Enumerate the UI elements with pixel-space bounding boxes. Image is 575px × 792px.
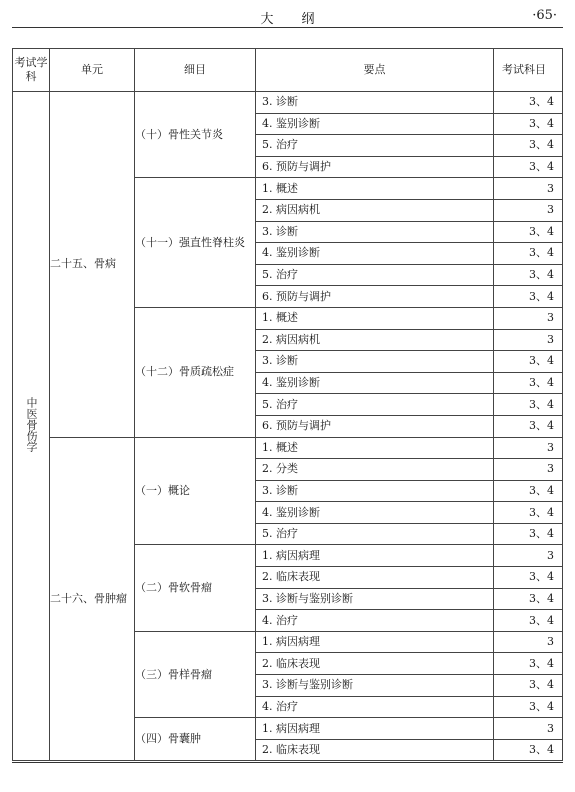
item-cell: （十）骨性关节炎 (135, 92, 256, 178)
item-cell: （三）骨样骨瘤 (135, 631, 256, 717)
scope-cell: 3、4 (494, 523, 563, 545)
point-cell: 1. 概述 (256, 307, 494, 329)
subject-cell (13, 92, 50, 761)
table-body (13, 92, 563, 761)
scope-cell: 3 (494, 631, 563, 653)
point-cell: 2. 临床表现 (256, 567, 494, 589)
item-cell: （十二）骨质疏松症 (135, 307, 256, 437)
scope-cell: 3、4 (494, 739, 563, 761)
point-cell: 2. 病因病机 (256, 329, 494, 351)
page-header (12, 0, 563, 28)
point-cell: 5. 治疗 (256, 394, 494, 416)
point-cell: 2. 病因病机 (256, 199, 494, 221)
scope-cell: 3、4 (494, 243, 563, 265)
scope-cell: 3 (494, 329, 563, 351)
scope-cell: 3、4 (494, 221, 563, 243)
scope-cell: 3、4 (494, 394, 563, 416)
point-cell: 1. 病因病理 (256, 718, 494, 740)
scope-cell: 3、4 (494, 156, 563, 178)
table-header-row (13, 49, 563, 92)
item-cell: （二）骨软骨瘤 (135, 545, 256, 631)
unit-cell: 二十五、骨病 (50, 92, 135, 438)
scope-cell: 3、4 (494, 653, 563, 675)
scope-cell: 3、4 (494, 113, 563, 135)
header-item: 细目 (135, 49, 256, 92)
table-row (13, 92, 563, 114)
point-cell: 4. 治疗 (256, 696, 494, 718)
scope-cell: 3 (494, 718, 563, 740)
point-cell: 3. 诊断与鉴别诊断 (256, 588, 494, 610)
point-cell: 4. 鉴别诊断 (256, 502, 494, 524)
scope-cell: 3、4 (494, 415, 563, 437)
point-cell: 4. 鉴别诊断 (256, 243, 494, 265)
header-subject: 考试学科 (13, 49, 50, 92)
item-cell: （一）概论 (135, 437, 256, 545)
point-cell: 2. 分类 (256, 459, 494, 481)
scope-cell: 3 (494, 199, 563, 221)
scope-cell: 3、4 (494, 567, 563, 589)
point-cell: 2. 临床表现 (256, 739, 494, 761)
point-cell: 4. 鉴别诊断 (256, 372, 494, 394)
scope-cell: 3、4 (494, 502, 563, 524)
scope-cell: 3 (494, 307, 563, 329)
point-cell: 1. 病因病理 (256, 545, 494, 567)
point-cell: 6. 预防与调护 (256, 415, 494, 437)
scope-cell: 3、4 (494, 286, 563, 308)
scope-cell: 3 (494, 459, 563, 481)
syllabus-table (12, 48, 563, 761)
point-cell: 3. 诊断 (256, 221, 494, 243)
running-title: 大纲 (260, 12, 343, 27)
point-cell: 1. 概述 (256, 437, 494, 459)
point-cell: 3. 诊断与鉴别诊断 (256, 675, 494, 697)
item-cell: （四）骨囊肿 (135, 718, 256, 761)
point-cell: 4. 鉴别诊断 (256, 113, 494, 135)
scope-cell: 3 (494, 178, 563, 200)
point-cell: 3. 诊断 (256, 351, 494, 373)
scope-cell: 3、4 (494, 351, 563, 373)
bottom-rule (12, 762, 563, 763)
point-cell: 1. 概述 (256, 178, 494, 200)
header-point: 要点 (256, 49, 494, 92)
header-scope: 考试科目 (494, 49, 563, 92)
point-cell: 6. 预防与调护 (256, 156, 494, 178)
subject-label: 中医骨伤学 (25, 396, 38, 452)
point-cell: 3. 诊断 (256, 480, 494, 502)
point-cell: 1. 病因病理 (256, 631, 494, 653)
scope-cell: 3、4 (494, 675, 563, 697)
point-cell: 3. 诊断 (256, 92, 494, 114)
scope-cell: 3、4 (494, 480, 563, 502)
scope-cell: 3、4 (494, 372, 563, 394)
point-cell: 4. 治疗 (256, 610, 494, 632)
scope-cell: 3 (494, 437, 563, 459)
header-unit: 单元 (50, 49, 135, 92)
scope-cell: 3、4 (494, 610, 563, 632)
scope-cell: 3、4 (494, 588, 563, 610)
point-cell: 5. 治疗 (256, 135, 494, 157)
scope-cell: 3 (494, 545, 563, 567)
scope-cell: 3、4 (494, 696, 563, 718)
scope-cell: 3、4 (494, 135, 563, 157)
scope-cell: 3、4 (494, 264, 563, 286)
point-cell: 5. 治疗 (256, 264, 494, 286)
table-row (13, 437, 563, 459)
item-cell: （十一）强直性脊柱炎 (135, 178, 256, 308)
point-cell: 2. 临床表现 (256, 653, 494, 675)
point-cell: 5. 治疗 (256, 523, 494, 545)
scope-cell: 3、4 (494, 92, 563, 114)
unit-cell: 二十六、骨肿瘤 (50, 437, 135, 761)
point-cell: 6. 预防与调护 (256, 286, 494, 308)
page-number: ·65· (532, 8, 557, 23)
